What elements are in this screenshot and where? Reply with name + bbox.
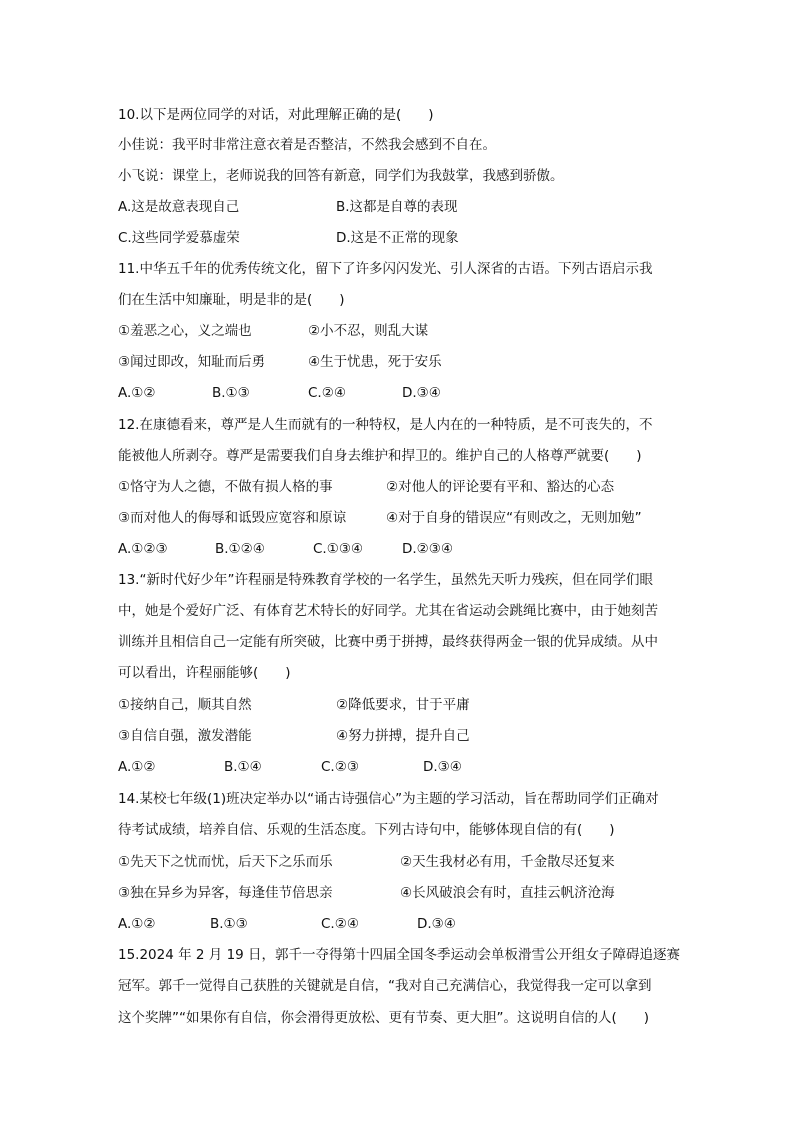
statement-item: ②对他人的评论要有平和、豁达的心态 [386,479,615,495]
option-c[interactable]: C.②④ [321,916,359,932]
option-b[interactable]: B.①④ [224,759,262,775]
option-b[interactable]: B.①③ [210,916,248,932]
option-a[interactable]: A.①② [118,385,156,401]
statement-item: ③闻过即改，知耻而后勇 [118,354,266,370]
question-stem: 11.中华五千年的优秀传统文化，留下了许多闪闪发光、引人深省的古语。下列古语启示我 [118,261,653,277]
question-stem: 14.某校七年级(1)班决定举办以“诵古诗强信心”为主题的学习活动，旨在帮助同学们正确对 [118,791,659,807]
question-stem: 们在生活中知廉耻，明是非的是( ) [118,292,345,308]
question-stem: 13.“新时代好少年”许程丽是特殊教育学校的一名学生，虽然先天听力残疾，但在同学们眼 [118,572,653,588]
statement-item: ③自信自强，激发潜能 [118,728,252,744]
option-c[interactable]: C.②③ [321,759,359,775]
option-c[interactable]: C.②④ [308,385,346,401]
option-d[interactable]: D.②③④ [402,541,453,557]
statement-item: ④生于忧患，死于安乐 [308,354,442,370]
question-stem: 中，她是个爱好广泛、有体育艺术特长的好同学。尤其在省运动会跳绳比赛中，由于她刻苦 [118,603,658,619]
statement-item: ④长风破浪会有时，直挂云帆济沧海 [400,885,615,901]
question-stem: 能被他人所剥夺。尊严是需要我们自身去维护和捍卫的。维护自己的人格尊严就要( ) [118,448,642,464]
option-b[interactable]: B.这都是自尊的表现 [336,199,458,215]
question-stem: 10.以下是两位同学的对话，对此理解正确的是( ) [118,107,434,123]
question-stem: 冠军。郭千一觉得自己获胜的关键就是自信，“我对自己充满信心，我觉得我一定可以拿到 [118,978,652,994]
statement-item: ①接纳自己，顺其自然 [118,697,252,713]
statement-item: ④努力拼搏，提升自己 [336,728,470,744]
option-a[interactable]: A.这是故意表现自己 [118,199,240,215]
statement-item: ②天生我材必有用，千金散尽还复来 [400,854,615,870]
option-c[interactable]: C.这些同学爱慕虚荣 [118,230,240,246]
question-stem: 训练并且相信自己一定能有所突破，比赛中勇于拼搏，最终获得两金一银的优异成绩。从中 [118,634,658,650]
option-b[interactable]: B.①②④ [215,541,265,557]
statement-item: ①先天下之忧而忧，后天下之乐而乐 [118,854,333,870]
question-stem: 15.2024 年 2 月 19 日，郭千一夺得第十四届全国冬季运动会单板滑雪公开组女子障碍追逐赛 [118,947,681,963]
option-a[interactable]: A.①②③ [118,541,168,557]
dialogue-line: 小佳说：我平时非常注意衣着是否整洁，不然我会感到不自在。 [118,137,496,153]
option-d[interactable]: D.这是不正常的现象 [336,230,459,246]
option-a[interactable]: A.①② [118,916,156,932]
option-d[interactable]: D.③④ [417,916,456,932]
option-b[interactable]: B.①③ [212,385,250,401]
question-stem: 待考试成绩，培养自信、乐观的生活态度。下列古诗句中，能够体现自信的有( ) [118,822,615,838]
statement-item: ②小不忍，则乱大谋 [308,323,429,339]
option-a[interactable]: A.①② [118,759,156,775]
statement-item: ②降低要求，甘于平庸 [336,697,470,713]
statement-item: ③而对他人的侮辱和诋毁应宽容和原谅 [118,510,347,526]
statement-item: ①恪守为人之德，不做有损人格的事 [118,479,333,495]
option-d[interactable]: D.③④ [423,759,462,775]
statement-item: ①羞恶之心，义之端也 [118,323,252,339]
statement-item: ③独在异乡为异客，每逢佳节倍思亲 [118,885,333,901]
question-stem: 可以看出，许程丽能够( ) [118,665,291,681]
question-stem: 12.在康德看来，尊严是人生而就有的一种特权，是人内在的一种特质，是不可丧失的，不 [118,417,653,433]
question-stem: 这个奖牌”“如果你有自信，你会滑得更放松、更有节奏、更大胆”。这说明自信的人( ) [118,1010,650,1026]
option-c[interactable]: C.①③④ [313,541,364,557]
dialogue-line: 小飞说：课堂上，老师说我的回答有新意，同学们为我鼓掌，我感到骄傲。 [118,168,564,184]
option-d[interactable]: D.③④ [402,385,441,401]
statement-item: ④对于自身的错误应“有则改之，无则加勉” [386,510,642,526]
